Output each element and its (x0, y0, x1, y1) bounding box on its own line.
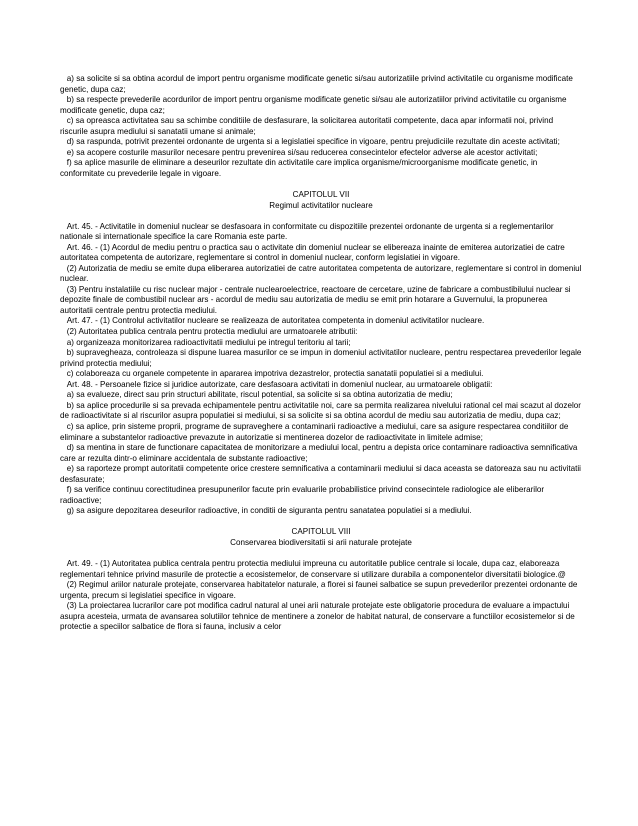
paragraph: Art. 49. - (1) Autoritatea publica centrala pentru protectia mediului impreuna cu autoritatile publice centrale si locale, dupa caz, elaboreaza reglementari tehnice privind masurile de protectie a ecosistemelor, de conservare si utilizare durabila a componentelor diversitatii biologice.@ (60, 558, 566, 579)
chapter-title: CAPITOLUL VIII (291, 527, 351, 537)
paragraph: b) sa aplice procedurile si sa prevada echipamentele pentru activitatile noi, care sa permita realizarea nivelului rational cel mai scazut al dozelor de radioactivitate si al riscurilor asupra populatiei si mediului, si sa solicite si sa obtina acordul de mediu sau autorizatia de mediu, dupa caz; (60, 400, 584, 421)
paragraph: Art. 48. - Persoanele fizice si juridice autorizate, care desfasoara activitati in domeniul nuclear, au urmatoarele obligatii: (60, 379, 493, 389)
document-page (60, 74, 582, 633)
paragraph: d) sa mentina in stare de functionare capacitatea de monitorizare a mediului local, pentru a depista orice contaminare radioactiva semnificativa care ar rezulta dintr-o eliminare accidentala de substante radioactive; (60, 443, 580, 463)
paragraph: a) sa evalueze, direct sau prin structuri abilitate, riscul potential, sa solicite si sa obtina autorizatia de mediu; (60, 390, 453, 400)
paragraph: c) sa aplice, prin sisteme proprii, programe de supraveghere a contaminarii radioactive a mediului, care sa asigure respectarea conditiilor de eliminare a substantelor radioactive prevazute in autorizatie si mentinerea dozelor de radioactivitate in limitele admise; (60, 421, 571, 442)
paragraph: g) sa asigure depozitarea deseurilor radioactive, in conditii de siguranta pentru sanatatea populatiei si a mediului. (60, 506, 472, 516)
obligations-list (60, 74, 582, 179)
paragraph: d) sa raspunda, potrivit prezentei ordonante de urgenta si a legislatiei specifice in vigoare, pentru prejudiciile rezultate din aceste activitati; (60, 137, 560, 147)
paragraph: a) organizeaza monitorizarea radioactivitatii mediului pe intregul teritoriu al tarii; (60, 337, 351, 347)
paragraph: (2) Autoritatea publica centrala pentru protectia mediului are urmatoarele atributii: (60, 327, 358, 337)
paragraph: Art. 47. - (1) Controlul activitatilor nucleare se realizeaza de autoritatea competenta in domeniul activitatilor nucleare. (60, 316, 485, 326)
spacer (60, 179, 582, 190)
paragraph: Art. 45. - Activitatile in domeniul nuclear se desfasoara in conformitate cu dispozitiile prezentei ordonante de urgenta si a reglementarilor nationale si internationale specifice la care Romania este parte. (60, 221, 556, 242)
chapter-subtitle: Regimul activitatilor nucleare (269, 200, 373, 210)
paragraph: c) colaboreaza cu organele competente in apararea impotriva dezastrelor, protectia sanatatii populatiei si a mediului. (60, 369, 484, 379)
paragraph: f) sa aplice masurile de eliminare a deseurilor rezultate din activitatile care implica organisme/microorganisme modificate genetic, in conformitate cu prevederile legale in vigoare. (60, 158, 540, 178)
paragraph: b) sa respecte prevederile acordurilor de import pentru organisme modificate genetic si/sau ale autorizatiilor privind activitatile cu organisme modificate genetic, dupa caz; (60, 95, 569, 115)
spacer (60, 548, 582, 559)
paragraph: (2) Regimul ariilor naturale protejate, conservarea habitatelor naturale, a florei si faunei salbatice se supun prevederilor prezentei ordonante de urgenta, precum si legislatiei specifice in vigoare. (60, 580, 580, 600)
paragraph: Art. 46. - (1) Acordul de mediu pentru o practica sau o activitate din domeniul nuclear se elibereaza inainte de emiterea autorizatiei de catre autoritatea competenta de autorizare, reglementare si control in domeniul nuclear, conform legislatiei in vigoare. (60, 242, 568, 263)
paragraph: (2) Autorizatia de mediu se emite dupa eliberarea autorizatiei de catre autoritatea competenta de autorizare, reglementare si control in domeniul nuclear. (60, 263, 584, 284)
spacer (60, 211, 582, 222)
paragraph: a) sa solicite si sa obtina acordul de import pentru organisme modificate genetic si/sau autorizatiile privind activitatile cu organisme modificate genetic, dupa caz; (60, 74, 576, 94)
chapter-body (60, 222, 582, 517)
chapter-title: CAPITOLUL VII (292, 189, 350, 199)
paragraph: e) sa acopere costurile masurilor necesare pentru prevenirea si/sau reducerea consecintelor efectelor adverse ale acestor activitati; (60, 147, 538, 157)
chapter-subtitle: Conservarea biodiversitatii si arii naturale protejate (230, 537, 412, 547)
chapter-body (60, 559, 582, 633)
paragraph: c) sa opreasca activitatea sau sa schimbe conditiile de desfasurare, la solicitarea autoritatii competente, daca apar informatii noi, privind riscurile asupra mediului si sanatatii umane si animale; (60, 116, 556, 136)
paragraph: (3) Pentru instalatiile cu risc nuclear major - centrale nuclearoelectrice, reactoare de cercetare, uzine de fabricare a combustibilului nuclear si depozite finale de combustibil nuclear ars - acordul de mediu sau autorizatia de mediu se emit prin hotarare a Guvernului, la propunerea autoritatii centrale pentru protectia mediului. (60, 284, 573, 315)
paragraph: (3) La proiectarea lucrarilor care pot modifica cadrul natural al unei arii naturale protejate este obligatorie procedura de evaluare a impactului asupra acesteia, urmata de avansarea solutiilor tehnice de mentinere a zonelor de habitat natural, de conservare a functiilor ecosistemelor si de protectie a speciilor salbatice de flora si fauna, inclusiv a celor (60, 601, 577, 632)
paragraph: b) supravegheaza, controleaza si dispune luarea masurilor ce se impun in domeniul activitatilor nucleare, pentru respectarea prevederilor legale privind protectia mediului; (60, 348, 584, 368)
paragraph: f) sa verifice continuu corectitudinea presupunerilor facute prin evaluarile probabilistice privind consecintele radiologice ale eliberarilor radioactive; (60, 485, 547, 505)
spacer (60, 517, 582, 528)
paragraph: e) sa raporteze prompt autoritatii competente orice crestere semnificativa a contaminarii mediului si daca aceasta se datoreaza sau nu activitatii desfasurate; (60, 464, 584, 484)
